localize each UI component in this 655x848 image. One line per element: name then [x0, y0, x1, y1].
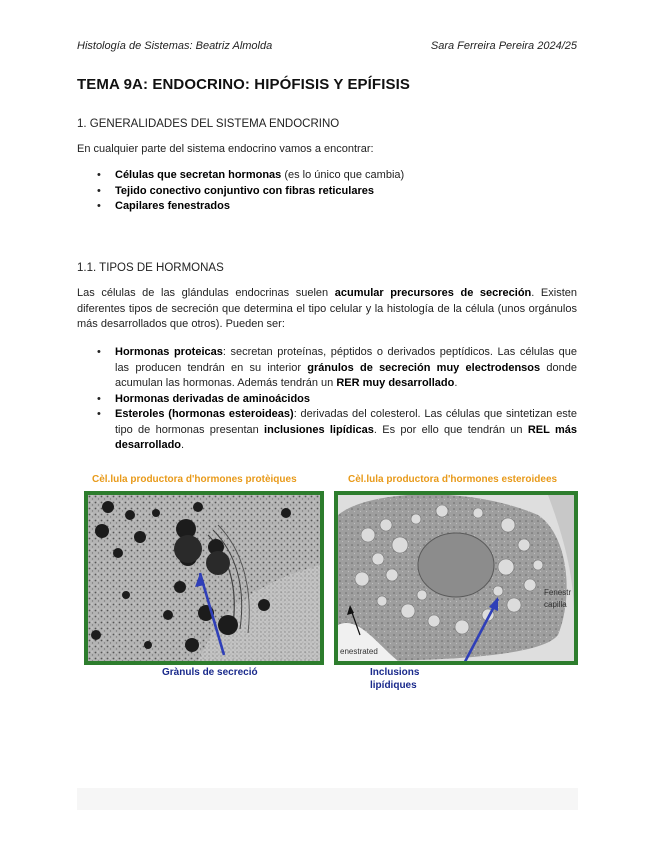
section-1-intro: En cualquier parte del sistema endocrino vamos a encontrar:	[77, 143, 374, 155]
lipid-inclusions-label: Inclusions lipídiques	[370, 667, 420, 691]
hormone-types-list	[77, 345, 577, 454]
list-item: • Hormonas proteicas: secretan proteínas, péptidos o derivados peptídicos. Las células que las producen tendrán en su interior gránulos de secreción muy electrodensos donde acumulan las hormonas. Además tendrán un RER muy desarrollado.	[97, 346, 578, 389]
left-figure-caption: Cèl.lula productora d'hormones protèiques	[92, 474, 297, 485]
fenestrated-label-1: Fenestr	[544, 588, 572, 597]
list-item: • Células que secretan hormonas (es lo único que cambia)	[97, 169, 405, 181]
right-figure-caption: Cèl.lula productora d'hormones esteroidees	[348, 474, 558, 485]
header-right: Sara Ferreira Pereira 2024/25	[430, 40, 577, 52]
section-1-1-paragraph: Las células de las glándulas endocrinas suelen acumular precursores de secreción. Existen diferentes tipos de secreción que determina el tipo celular y la histología de la célula (unos orgánulos más desarrollados que otros). Pueden ser:	[77, 287, 578, 330]
fenestrated-label-2: capilla	[544, 600, 567, 609]
list-item: • Tejido conectivo conjuntivo con fibras reticulares	[97, 184, 374, 197]
steroid-cell-micrograph	[334, 491, 578, 665]
micrograph-figure	[80, 466, 580, 692]
list-item: • Hormonas derivadas de aminoácidos	[97, 392, 311, 405]
footer-bar	[77, 788, 578, 810]
section-1-1-heading: 1.1. TIPOS DE HORMONAS	[77, 262, 224, 274]
list-item: • Esteroles (hormonas esteroideas): derivadas del colesterol. Las células que sintetizan este tipo de hormonas presentan inclusiones lipídicas. Es por ello que tendrán un REL más desarrollado.	[97, 408, 577, 451]
section-1-list	[77, 168, 577, 215]
section-1-heading: 1. GENERALIDADES DEL SISTEMA ENDOCRINO	[77, 118, 340, 130]
protein-cell-micrograph	[84, 491, 324, 665]
secretion-granules-label: Grànuls de secreció	[162, 667, 258, 678]
page-title: TEMA 9A: ENDOCRINO: HIPÓFISIS Y EPÍFISIS	[77, 76, 410, 93]
header-left: Histología de Sistemas: Beatriz Almolda	[77, 40, 273, 52]
list-item: • Capilares fenestrados	[97, 200, 230, 212]
fenestrated-label-3: enestrated	[340, 647, 378, 656]
